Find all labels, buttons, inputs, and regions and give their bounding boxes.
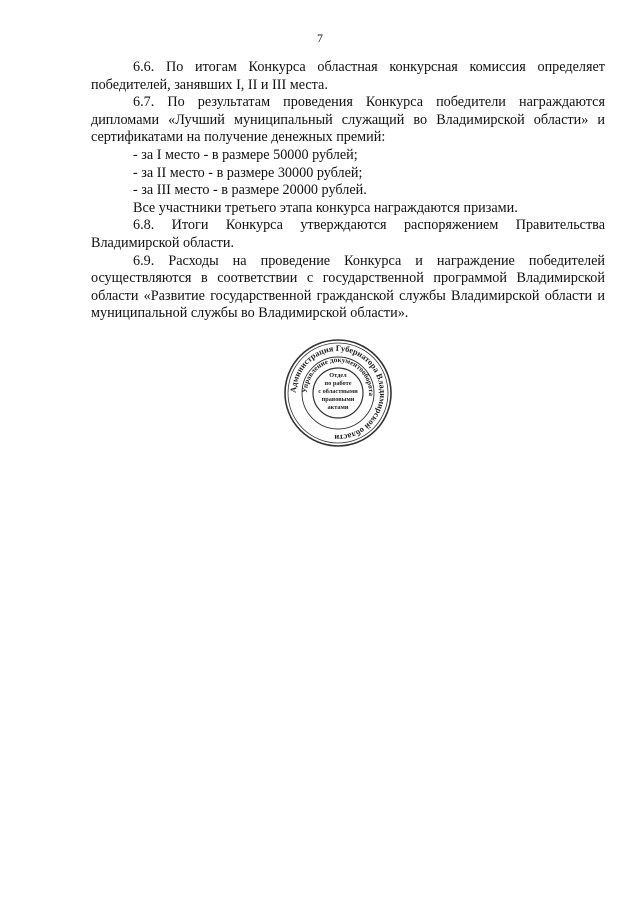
document-body <box>91 59 605 323</box>
prize-first-place: - за I место - в размере 50000 рублей; <box>133 146 358 163</box>
paragraph-6-8: 6.8. Итоги Конкурса утверждаются распоряжением Правительства Владимирской области. <box>91 217 605 251</box>
paragraph-all-participants: Все участники третьего этапа конкурса награждаются призами. <box>133 199 518 216</box>
stamp-center-line: по работе <box>324 380 352 387</box>
stamp-center-line: актами <box>327 404 349 411</box>
stamp-inner-ring-text: Управление документооборота <box>300 355 376 397</box>
stamp-center-line: с областными <box>318 388 358 395</box>
stamp-seal-icon <box>282 337 394 449</box>
prize-second-place: - за II место - в размере 30000 рублей; <box>133 164 363 181</box>
paragraph-6-9: 6.9. Расходы на проведение Конкурса и награждение победителей осуществляются в соответствии с государственной программой Владимирской области «Развитие государственной гражданской службы Владимирской области и муниципальной службы во Владимирской области». <box>91 252 605 322</box>
paragraph-6-6: 6.6. По итогам Конкурса областная конкурсная комиссия определяет победителей, занявших I, II и III места. <box>91 59 605 93</box>
paragraph-6-7: 6.7. По результатам проведения Конкурса победители награждаются дипломами «Лучший муниципальный служащий во Владимирской области» и сертификатами на получение денежных премий: <box>91 94 605 146</box>
stamp-center-line: правовыми <box>321 396 355 403</box>
page-number: 7 <box>317 31 323 45</box>
official-stamp <box>282 337 394 449</box>
prize-third-place: - за III место - в размере 20000 рублей. <box>133 182 367 199</box>
stamp-outer-ring-text: Администрация Губернатора Владимирской области <box>288 343 388 443</box>
stamp-center-line: Отдел <box>329 372 347 379</box>
